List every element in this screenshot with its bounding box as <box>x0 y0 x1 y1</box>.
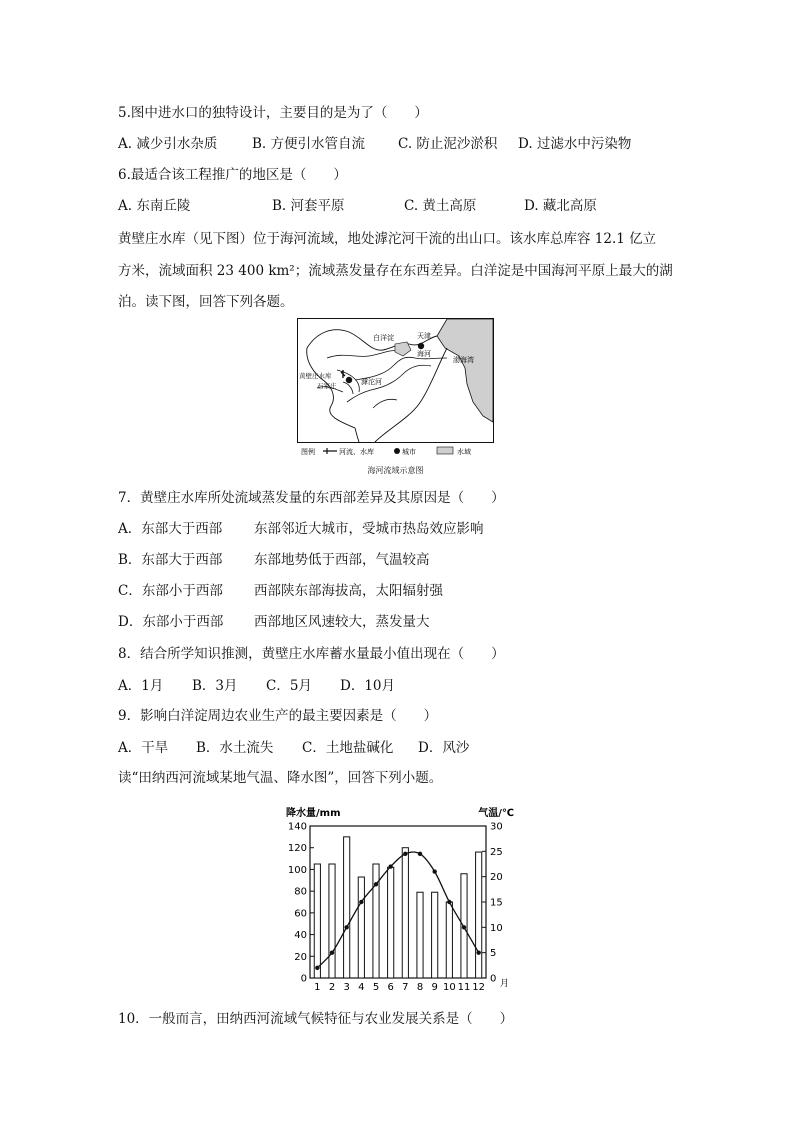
x-tick-label: 12 <box>472 982 486 992</box>
q7-option-c-reason: 西部陕东部海拔高，太阳辐射强 <box>254 583 443 599</box>
temperature-point <box>432 869 436 873</box>
q8-option-c: C．5月 <box>266 678 312 694</box>
precip-bar <box>314 864 320 978</box>
left-tick-label: 0 <box>300 973 307 985</box>
temperature-point <box>418 852 422 856</box>
x-tick-label: 11 <box>457 982 471 992</box>
label-haihe: 海河 <box>417 350 431 358</box>
precip-bar <box>388 867 394 978</box>
x-tick-label: 7 <box>402 982 409 992</box>
q5-option-b: B. 方便引水管自流 <box>252 136 366 152</box>
shijiazhuang-city-dot <box>346 377 352 383</box>
left-tick-label: 60 <box>294 908 307 920</box>
passage1-line-1: 黄壁庄水库（见下图）位于海河流域，地处滹沱河干流的出山口。该水库总库容 12.1 亿立 <box>118 231 657 247</box>
precip-bar <box>417 892 423 978</box>
q6-option-c: C. 黄土高原 <box>404 198 477 214</box>
x-tick-label: 4 <box>358 982 365 992</box>
q8-stem: 8．结合所学知识推测，黄壁庄水库蓄水量最小值出现在（ ） <box>118 646 505 662</box>
legend-river-symbol <box>323 448 337 454</box>
temperature-point <box>374 882 378 886</box>
legend-city-symbol <box>394 448 400 454</box>
left-tick-label: 20 <box>294 951 307 963</box>
ylabel-left: 降水量/mm <box>286 808 341 819</box>
q8-option-a: A．1月 <box>118 678 164 694</box>
right-tick-label: 30 <box>490 821 503 833</box>
q10-stem: 10．一般而言，田纳西河流域气候特征与农业发展关系是（ ） <box>118 1011 514 1027</box>
label-baiyangdian: 白洋淀 <box>373 334 394 342</box>
legend-title: 图例 <box>301 448 315 456</box>
temperature-point <box>403 852 407 856</box>
map-caption: 海河流域示意图 <box>367 466 424 475</box>
q5-stem: 5.图中进水口的独特设计，主要目的是为了（ ） <box>118 105 428 121</box>
precip-bar <box>329 864 335 978</box>
label-huangbizhuang: 黄壁庄水库 <box>299 372 332 380</box>
q7-option-c-head: C．东部小于西部 <box>118 583 223 599</box>
q9-stem: 9．影响白洋淀周边农业生产的最主要因素是（ ） <box>118 708 438 724</box>
right-tick-label: 10 <box>490 922 503 934</box>
q7-stem: 7．黄壁庄水库所处流域蒸发量的东西部差异及其原因是（ ） <box>118 490 505 506</box>
legend-water: 水域 <box>457 448 471 456</box>
precip-bar <box>476 852 482 978</box>
x-tick-label: 5 <box>372 982 380 992</box>
q9-option-a: A．干旱 <box>118 740 169 756</box>
precip-bar <box>402 848 408 978</box>
label-hutuo: 滹沱河 <box>361 378 382 386</box>
right-tick-label: 15 <box>490 897 503 909</box>
temperature-point <box>330 950 334 954</box>
q6-option-b: B. 河套平原 <box>272 198 345 214</box>
x-tick-label: 10 <box>442 982 456 992</box>
q9-option-d: D．风沙 <box>418 740 470 756</box>
left-tick-label: 40 <box>294 930 307 942</box>
passage2: 读“田纳西河流域某地气温、降水图”，回答下列小题。 <box>118 770 443 786</box>
q6-stem: 6.最适合该工程推广的地区是（ ） <box>118 167 347 183</box>
q8-option-d: D．10月 <box>340 678 396 694</box>
q8-option-b: B．3月 <box>192 678 238 694</box>
label-shijiazhuang: 石家庄 <box>317 382 337 390</box>
temperature-point <box>315 966 319 970</box>
label-bohai: 渤海湾 <box>453 356 474 364</box>
x-tick-label: 3 <box>343 982 350 992</box>
temperature-point <box>344 925 348 929</box>
temperature-point <box>447 900 451 904</box>
temperature-point <box>388 864 392 868</box>
left-tick-label: 100 <box>287 864 307 876</box>
q5-option-c: C. 防止泥沙淤积 <box>398 136 498 152</box>
haihe-basin-map <box>297 318 494 458</box>
x-tick-label: 2 <box>328 982 336 992</box>
ylabel-right: 气温/℃ <box>478 808 514 819</box>
right-tick-label: 20 <box>490 872 503 884</box>
left-tick-label: 120 <box>287 843 307 855</box>
right-tick-label: 25 <box>490 846 503 858</box>
climate-chart <box>278 802 518 992</box>
q9-option-b: B．水土流失 <box>196 740 274 756</box>
x-tick-label: 1 <box>314 982 321 992</box>
tianjin-city-dot <box>418 343 424 349</box>
q6-option-a: A. 东南丘陵 <box>118 198 191 214</box>
passage1-line-3: 泊。读下图，回答下列各题。 <box>118 294 294 310</box>
x-tick-label: 9 <box>431 982 438 992</box>
q7-option-b-reason: 东部地势低于西部，气温较高 <box>254 552 430 568</box>
q5-option-a: A. 减少引水杂质 <box>118 136 218 152</box>
q7-option-b-head: B．东部大于西部 <box>118 552 223 568</box>
precip-bar <box>344 837 350 978</box>
legend-city: 城市 <box>402 448 416 456</box>
plot-frame <box>310 826 486 978</box>
q7-option-d-head: D．东部小于西部 <box>118 614 224 630</box>
q7-option-a-head: A．东部大于西部 <box>118 521 223 537</box>
legend-river: 河流、水库 <box>339 448 374 456</box>
left-tick-label: 80 <box>294 886 307 898</box>
xlabel: 月 <box>500 979 510 989</box>
left-tick-label: 140 <box>287 821 307 833</box>
temperature-curve <box>317 852 478 968</box>
precip-bar <box>432 892 438 978</box>
temperature-point <box>359 900 363 904</box>
q7-option-a-reason: 东部邻近大城市，受城市热岛效应影响 <box>254 521 484 537</box>
temperature-point <box>476 950 480 954</box>
precip-bar <box>358 877 364 978</box>
precip-bar <box>446 902 452 978</box>
right-tick-label: 0 <box>490 973 497 985</box>
label-tianjin: 天津 <box>417 332 431 340</box>
legend-water-symbol <box>437 447 453 454</box>
q9-option-c: C．土地盐碱化 <box>302 740 394 756</box>
q5-option-d: D. 过滤水中污染物 <box>518 136 632 152</box>
temperature-point <box>462 925 466 929</box>
right-tick-label: 5 <box>490 948 497 960</box>
x-tick-label: 6 <box>387 982 394 992</box>
q7-option-d-reason: 西部地区风速较大，蒸发量大 <box>254 614 430 630</box>
x-tick-label: 8 <box>416 982 424 992</box>
q6-option-d: D. 藏北高原 <box>524 198 597 214</box>
passage1-line-2: 方米，流域面积 23 400 km²；流域蒸发量存在东西差异。白洋淀是中国海河平原上最大的湖 <box>118 263 673 279</box>
